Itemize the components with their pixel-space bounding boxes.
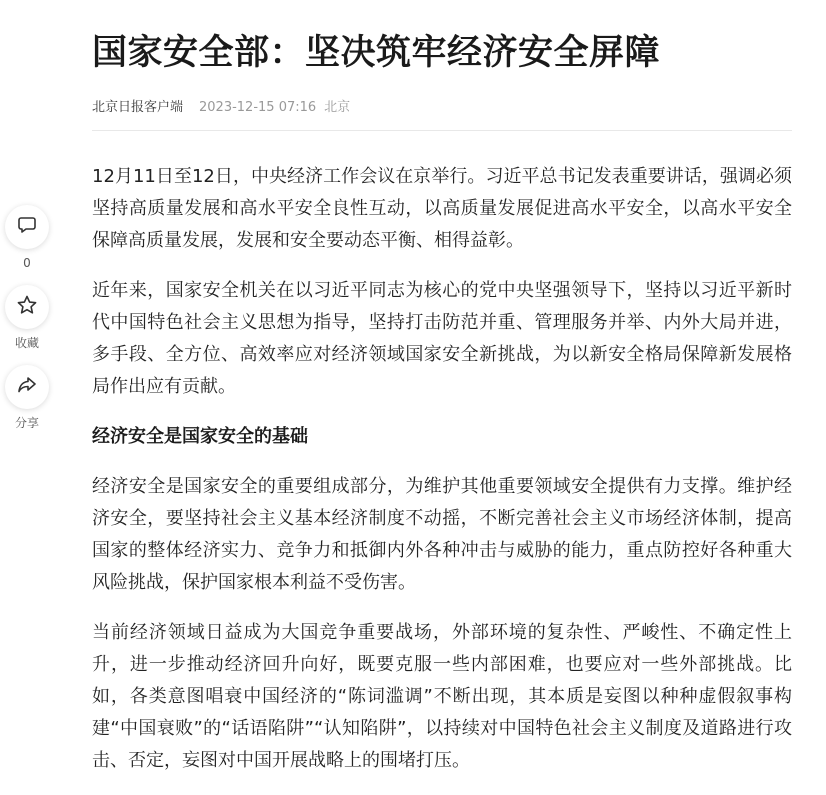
comment-action [4, 205, 50, 271]
comment-icon [17, 215, 37, 239]
article [92, 0, 792, 795]
share-label: 分享 [14, 416, 39, 430]
article-body [92, 161, 792, 777]
star-icon [16, 294, 38, 320]
article-location: 北京 [324, 100, 351, 115]
comment-count: 0 [23, 256, 31, 270]
favorite-label: 收藏 [14, 336, 39, 350]
paragraph: 当前经济领域日益成为大国竞争重要战场，外部环境的复杂性、严峻性、不确定性上升，进一步推动经济回升向好，既要克服一些内部困难，也要应对一些外部挑战。比如，各类意图唱衰中国经济的“陈词滥调”不断出现，其本质是妄图以种种虚假叙事构建“中国衰败”的“话语陷阱”“认知陷阱”，以持续对中国特色社会主义制度及道路进行攻击、否定，妄图对中国开展战略上的围堵打压。 [92, 622, 792, 771]
article-title: 国家安全部：坚决筑牢经济安全屏障 [92, 33, 661, 73]
favorite-button[interactable] [5, 285, 49, 329]
favorite-action [4, 285, 50, 351]
share-button[interactable] [5, 365, 49, 409]
meta-divider [92, 130, 792, 131]
article-date: 2023-12-15 07:16 [199, 100, 317, 115]
paragraph: 近年来，国家安全机关在以习近平同志为核心的党中央坚强领导下，坚持以习近平新时代中国特色社会主义思想为指导，坚持打击防范并重、管理服务并举、内外大局并进，多手段、全方位、高效率应对经济领域国家安全新挑战，为以新安全格局保障新发展格局作出应有贡献。 [92, 280, 792, 397]
section-heading: 经济安全是国家安全的基础 [92, 426, 308, 447]
paragraph: 经济安全是国家安全的重要组成部分，为维护其他重要领域安全提供有力支撑。维护经济安全，要坚持社会主义基本经济制度不动摇，不断完善社会主义市场经济体制，提高国家的整体经济实力、竞争力和抵御内外各种冲击与威胁的能力，重点防控好各种重大风险挑战，保护国家根本利益不受伤害。 [92, 476, 792, 593]
comment-button[interactable] [5, 205, 49, 249]
share-arrow-icon [16, 374, 38, 400]
article-source[interactable]: 北京日报客户端 [92, 100, 184, 115]
paragraph: 12月11日至12日，中央经济工作会议在京举行。习近平总书记发表重要讲话，强调必须坚持高质量发展和高水平安全良性互动，以高质量发展促进高水平安全，以高水平安全保障高质量发展，发展和安全要动态平衡、相得益彰。 [92, 166, 792, 251]
article-meta [92, 98, 792, 118]
share-action [4, 365, 50, 431]
share-rail [4, 205, 50, 445]
